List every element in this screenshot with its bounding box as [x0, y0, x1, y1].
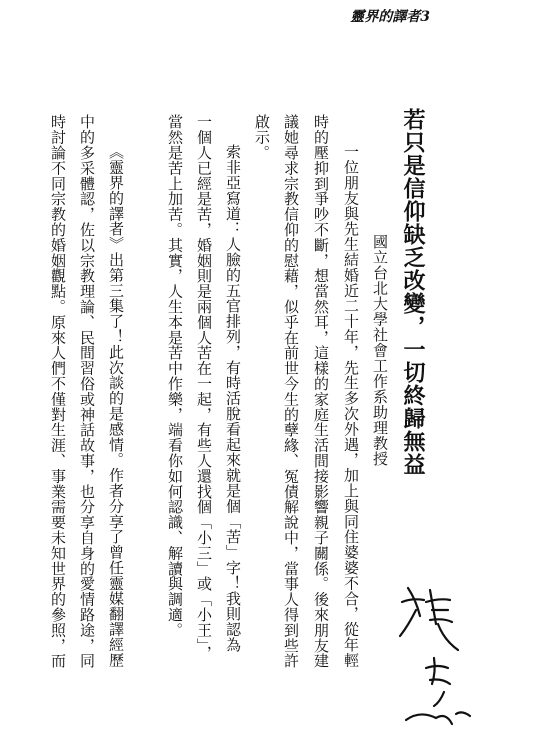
body-line-3: 議她尋求宗教信仰的慰藉，似乎在前世今生的孽緣、冤債解說中，當事人得到些許 [282, 114, 300, 669]
running-header: 靈界的譯者3 [350, 9, 430, 25]
body-line-7: 當然是苦上加苦。其實，人生本是苦中作樂，端看你如何認識、解讀與調適。 [166, 114, 184, 638]
article-title: 若只是信仰缺乏改變，一切終歸無益 [400, 108, 426, 476]
body-line-9: 中的多采體認，佐以宗教理論、民間習俗或神話故事，也分享自身的愛情路途，同 [78, 114, 96, 669]
body-line-5: 索非亞寫道：人臉的五官排列，有時活脫看起來就是個「苦」字！我則認為 [224, 144, 242, 653]
author-affiliation: 國立台北大學社會工作系助理教授 [371, 234, 389, 467]
body-line-2: 時的壓抑到爭吵不斷，想當然耳，這樣的家庭生活間接影響親子關係。後來朋友建 [312, 114, 330, 669]
body-line-8: 《靈界的譯者》出第三集了！此次談的是感情。作者分享了曾任靈媒翻譯經歷 [107, 144, 125, 668]
handwritten-signature-icon [386, 580, 476, 730]
body-line-6: 一個人已經是苦，婚姻則是兩個人苦在一起，有些人還找個「小三」或「小王」， [195, 114, 213, 661]
body-line-1: 一位朋友與先生結婚近二十年，先生多次外遇，加上與同住婆婆不合，從年輕 [342, 144, 360, 668]
body-line-10: 時討論不同宗教的婚姻觀點。原來人們不僅對生涯、事業需要未知世界的參照，而 [49, 114, 67, 669]
body-line-4: 啟示。 [253, 114, 271, 161]
